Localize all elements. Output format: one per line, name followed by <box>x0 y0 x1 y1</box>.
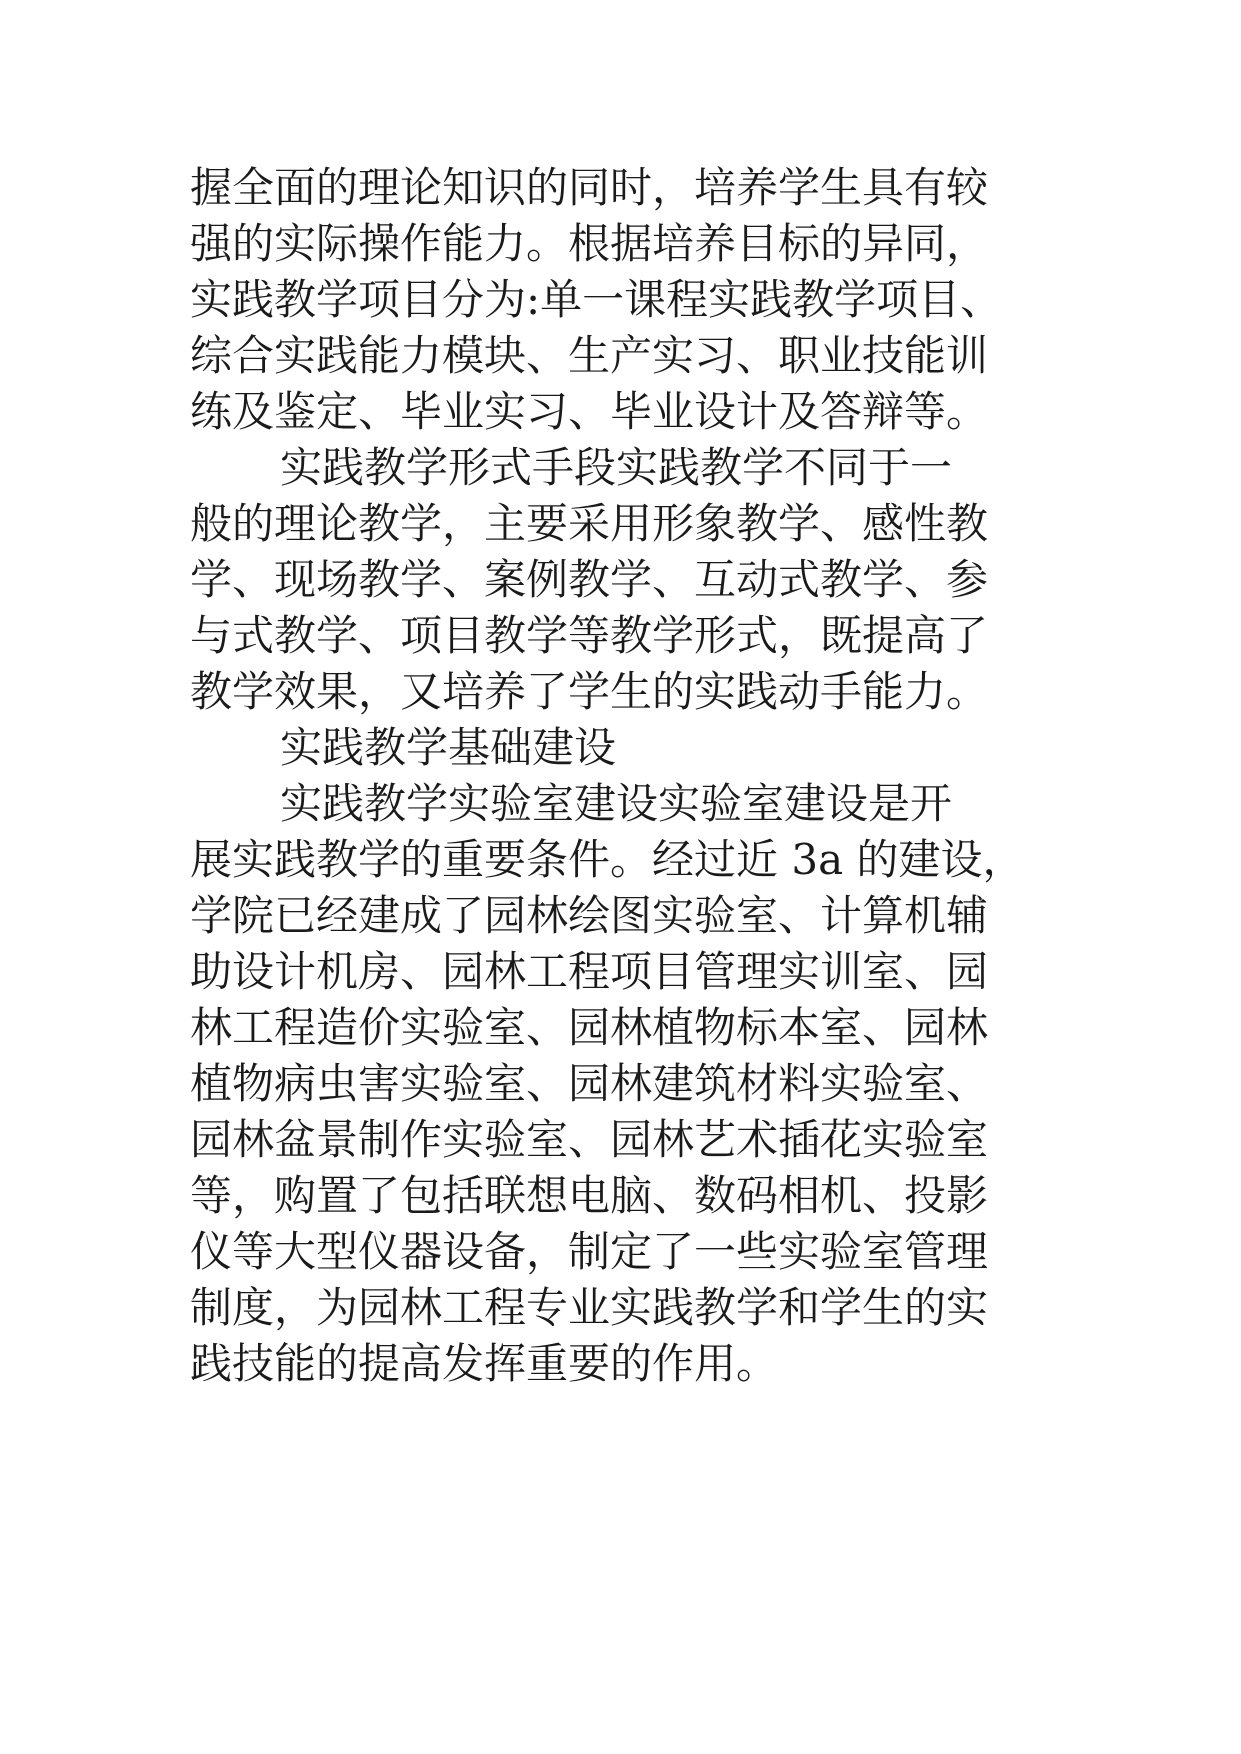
text-line: 展实践教学的重要条件。经过近 3a 的建设， <box>190 835 1025 884</box>
text-line: 教学效果，又培养了学生的实践动手能力。 <box>190 667 989 716</box>
text-line: 练及鉴定、毕业实习、毕业设计及答辩等。 <box>190 387 989 436</box>
text-line: 助设计机房、园林工程项目管理实训室、园 <box>190 947 989 996</box>
text-line: 般的理论教学，主要采用形象教学、感性教 <box>190 499 989 548</box>
text-line: 实践教学项目分为:单一课程实践教学项目、 <box>190 275 1003 324</box>
text-line: 学院已经建成了园林绘图实验室、计算机辅 <box>190 891 989 940</box>
text-line: 与式教学、项目教学等教学形式，既提高了 <box>190 611 989 660</box>
text-line: 植物病虫害实验室、园林建筑材料实验室、 <box>190 1059 989 1108</box>
text-line: 仪等大型仪器设备，制定了一些实验室管理 <box>190 1227 989 1276</box>
text-line: 握全面的理论知识的同时，培养学生具有较 <box>190 163 989 212</box>
text-line: 制度，为园林工程专业实践教学和学生的实 <box>190 1283 989 1332</box>
text-line: 园林盆景制作实验室、园林艺术插花实验室 <box>190 1115 989 1164</box>
paragraph-heading-line: 实践教学形式手段实践教学不同于一 <box>280 443 953 492</box>
text-line: 等，购置了包括联想电脑、数码相机、投影 <box>190 1171 989 1220</box>
text-line: 林工程造价实验室、园林植物标本室、园林 <box>190 1003 989 1052</box>
body-text <box>190 160 1070 1392</box>
text-line: 践技能的提高发挥重要的作用。 <box>190 1339 779 1388</box>
paragraph-heading-line: 实践教学实验室建设实验室建设是开 <box>280 779 953 828</box>
text-line: 综合实践能力模块、生产实习、职业技能训 <box>190 331 989 380</box>
text-line: 学、现场教学、案例教学、互动式教学、参 <box>190 555 989 604</box>
section-heading: 实践教学基础建设 <box>280 723 617 772</box>
text-line: 强的实际操作能力。根据培养目标的异同， <box>190 219 989 268</box>
